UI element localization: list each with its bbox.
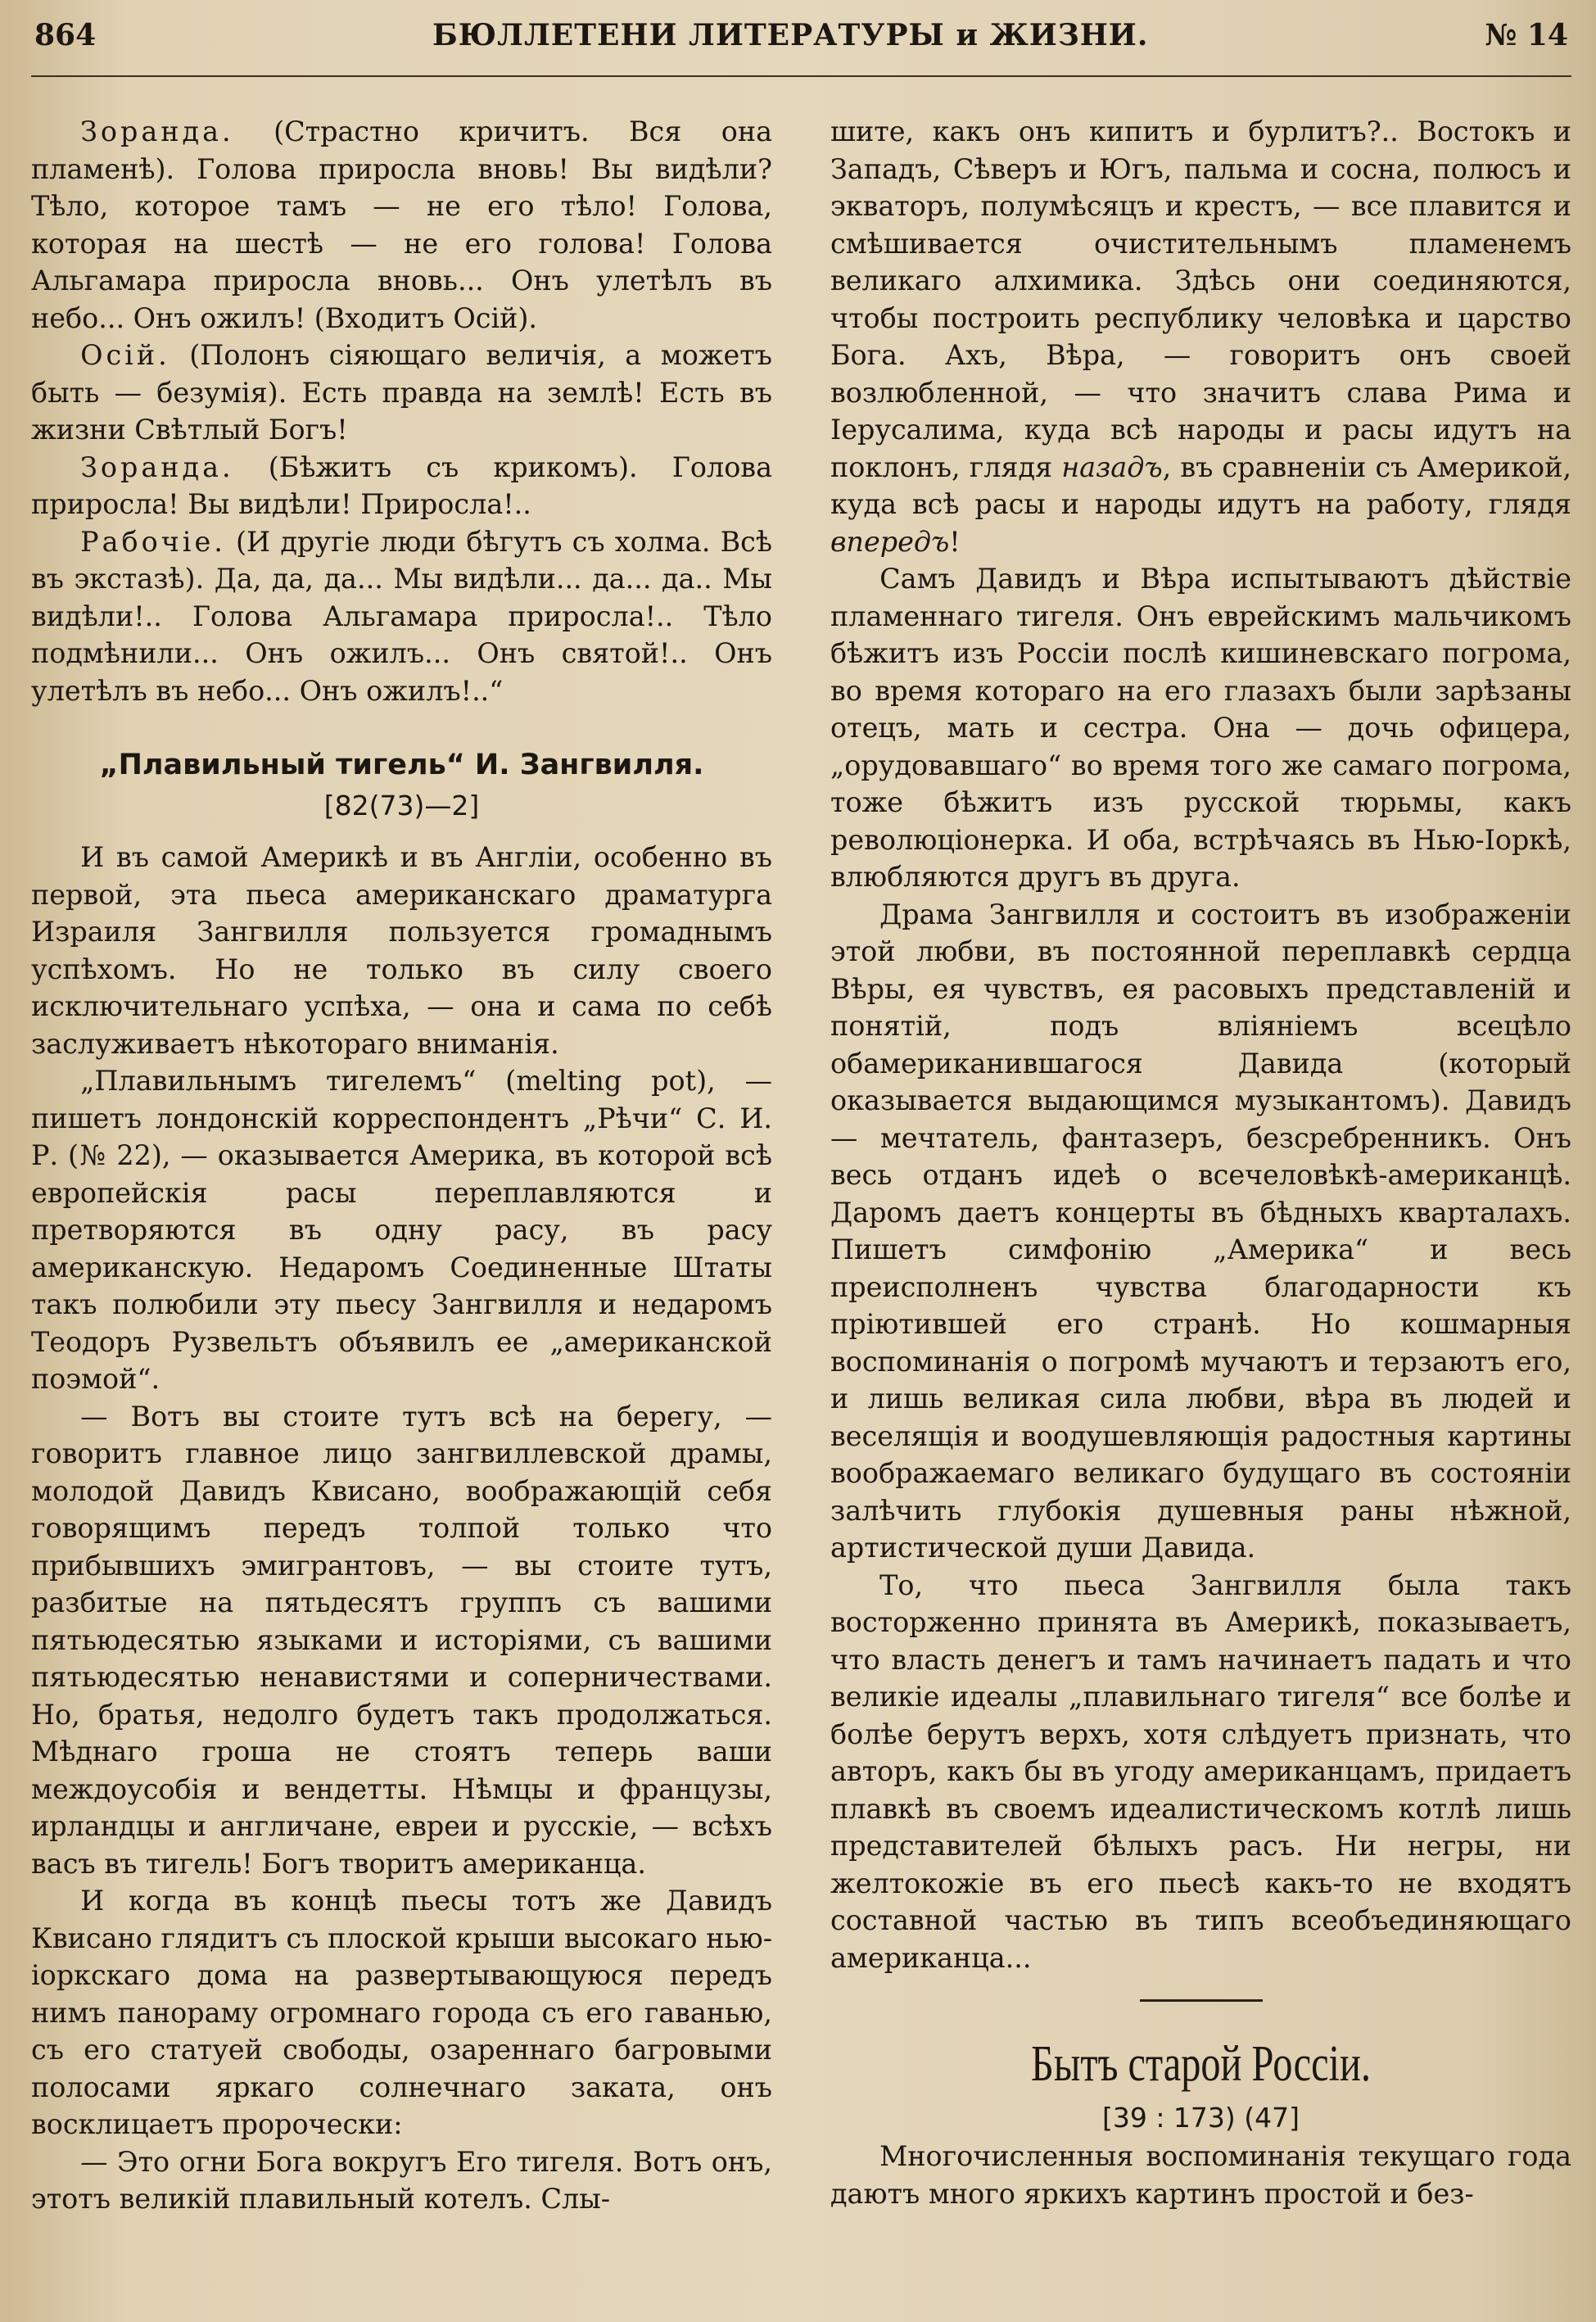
section-title-melting-pot: „Плавильный тигель“ И. Зангвилля. <box>99 749 704 781</box>
paragraph: — Это огни Бога вокругъ Его тигеля. Вотъ онъ, этотъ великій плавильный котелъ. Слы- <box>31 2145 772 2215</box>
paragraph: — Вотъ вы стоите тутъ всѣ на берегу, — говоритъ главное лицо зангвиллевской драмы, молодой Давидъ Квисано, воображающій себя говорящимъ передъ толпой только что прибывшихъ эмигрантовъ, — вы стоите тутъ, разбитые на пятьдесятъ группъ съ вашими пятьюдесятью языками и исторіями, съ вашими пятьюдесятью ненавистями и соперничествами. Но, братья, недолго будетъ такъ продолжаться. Мѣднаго гроша не стоятъ теперь ваши междоусобія и вендетты. Нѣмцы и французы, ирландцы и англичане, евреи и русскіе, — всѣхъ васъ въ тигель! Богъ творитъ американца. <box>31 1400 772 1880</box>
paragraph: И въ самой Америкѣ и въ Англіи, особенно въ первой, эта пьеса американскаго драматурга Израиля Зангвилля пользуется громаднымъ успѣхомъ. Но не только въ силу своего исключительнаго успѣха, — она и сама по себѣ заслуживаетъ нѣкотораго вниманія. <box>31 841 772 1060</box>
paragraph: Многочисленныя воспоминанія текущаго года даютъ много яркихъ картинъ простой и без- <box>830 2140 1571 2210</box>
emphasis: назадъ <box>1061 450 1163 483</box>
dialogue-workers: Рабочіе. (И другіе люди бѣгутъ съ холма. Всѣ въ экстазѣ). Да, да, да... Мы видѣли... да... да.. Мы видѣли!.. Голова Альгамара приросла!.. Тѣло подмѣнили... Онъ ожилъ... Онъ святой!.. Онъ улетѣлъ въ небо... Онъ ожилъ!..“ <box>31 525 772 707</box>
paragraph: Драма Зангвилля и состоитъ въ изображеніи этой любви, въ постоянной переплавкѣ сердца Вѣры, ея чувствъ, ея расовыхъ представленій и понятій, подъ вліяніемъ всецѣло обамериканившагося Давида (который оказывается выдающимся музыкантомъ). Давидъ — мечтатель, фантазеръ, безсребренникъ. Онъ весь отданъ идеѣ о всечеловѣкѣ-американцѣ. Даромъ даетъ концерты въ бѣдныхъ кварталахъ. Пишетъ симфонію „Америка“ и весь преисполненъ чувства благодарности къ пріютившей его странѣ. Но кошмарныя воспоминанія о погромѣ мучаютъ и терзаютъ его, и лишь великая сила любви, вѣра въ людей и веселящія и воодушевляющія радостныя картины воображаемаго великаго будущаго въ состояніи залѣчить глубокія душевныя раны нѣжной, артистической души Давида. <box>830 898 1571 1564</box>
speaker-name: Осій. <box>80 339 170 371</box>
section-code: [39 : 173) (47] <box>1101 2102 1300 2134</box>
paragraph: То, что пьеса Зангвилля была такъ восторженно принята въ Америкѣ, показываетъ, что власть денегъ и тамъ начинаетъ падать и что великіе идеалы „плавильнаго тигеля“ все болѣе и болѣе берутъ верхъ, хотя слѣдуетъ признать, что авторъ, какъ бы въ угоду американцамъ, придаетъ плавкѣ въ своемъ идеалистическомъ котлѣ лишь представителей бѣлыхъ расъ. Ни негры, ни желтокожіе въ его пьесѣ какъ-то не входятъ составной частью въ типъ всеобъединяющаго американца... <box>830 1568 1571 1974</box>
emphasis: впередъ <box>830 525 950 558</box>
section-code: [82(73)—2] <box>323 790 480 822</box>
section-divider <box>1140 1999 1263 2002</box>
page-header <box>31 18 1571 77</box>
left-column <box>31 113 772 2218</box>
dialogue-osiy: Осій. (Полонъ сіяющаго величія, а можетъ быть — безумія). Есть правда на землѣ! Есть въ жизни Свѣтлый Богъ! <box>31 339 772 446</box>
page-number: 864 <box>34 18 97 52</box>
paragraph: „Плавильнымъ тигелемъ“ (melting pot), — пишетъ лондонскій корреспондентъ „Рѣчи“ С. И. Р. (№ 22), — оказывается Америка, въ которой всѣ европейскія расы переплавляются и претворяются въ одну расу, въ расу американскую. Недаромъ Соединенные Штаты такъ полюбили эту пьесу Зангвилля и недаромъ Теодоръ Рузвельтъ объявилъ ее „американской поэмой“. <box>31 1065 772 1395</box>
speaker-name: Зоранда. <box>80 115 234 147</box>
paragraph: Самъ Давидъ и Вѣра испытываютъ дѣйствіе пламеннаго тигеля. Онъ еврейскимъ мальчикомъ бѣжитъ изъ Россіи послѣ кишиневскаго погрома, во время котораго на его глазахъ были зарѣзаны отецъ, мать и сестра. Она — дочь офицера, „орудовавшаго“ во время того же самаго погрома, тоже бѣжитъ изъ русской тюрьмы, какъ революціонерка. И оба, встрѣчаясь въ Нью-Іоркѣ, влюбляются другъ въ друга. <box>830 563 1571 893</box>
right-column <box>830 113 1571 2218</box>
issue-number: № 14 <box>1485 18 1568 52</box>
journal-title: БЮЛЛЕТЕНИ ЛИТЕРАТУРЫ и ЖИЗНИ. <box>432 18 1149 52</box>
paragraph-continued: шите, какъ онъ кипитъ и бурлитъ?.. Востокъ и Западъ, Сѣверъ и Югъ, пальма и сосна, полюсъ и экваторъ, полумѣсяцъ и крестъ, — все плавится и смѣшивается очистительнымъ пламенемъ великаго алхимика. Здѣсь они соединяются, чтобы построить республику человѣка и царство Бога. Ахъ, Вѣра, — говоритъ онъ своей возлюбленной, — что значитъ слава Рима и Іерусалима, куда всѣ народы и расы идутъ на поклонъ, глядя назадъ, въ сравненіи съ Америкой, куда всѣ расы и народы идутъ на работу, глядя впередъ! <box>830 115 1571 558</box>
paragraph: И когда въ концѣ пьесы тотъ же Давидъ Квисано глядитъ съ плоской крыши высокаго нью-іоркскаго дома на развертывающуюся передъ нимъ панораму огромнаго города съ его гаванью, съ его статуей свободы, озареннаго багровыми полосами яркаго солнечнаго заката, онъ восклицаетъ пророчески: <box>31 1885 772 2140</box>
dialogue-zoranda-1: Зоранда. (Страстно кричитъ. Вся она пламенѣ). Голова приросла вновь! Вы видѣли? Тѣло, которое тамъ — не его тѣло! Голова, которая на шестѣ — не его голова! Голова Альгамара приросла вновь... Онъ улетѣлъ въ небо... Онъ ожилъ! (Входитъ Осій). <box>31 115 772 334</box>
speaker-name: Рабочіе. <box>80 525 226 558</box>
dialogue-zoranda-2: Зоранда. (Бѣжитъ съ крикомъ). Голова приросла! Вы видѣли! Приросла!.. <box>31 450 772 520</box>
section-title-old-russia: Бытъ старой Россіи. <box>1031 2036 1371 2092</box>
speaker-name: Зоранда. <box>80 450 234 483</box>
